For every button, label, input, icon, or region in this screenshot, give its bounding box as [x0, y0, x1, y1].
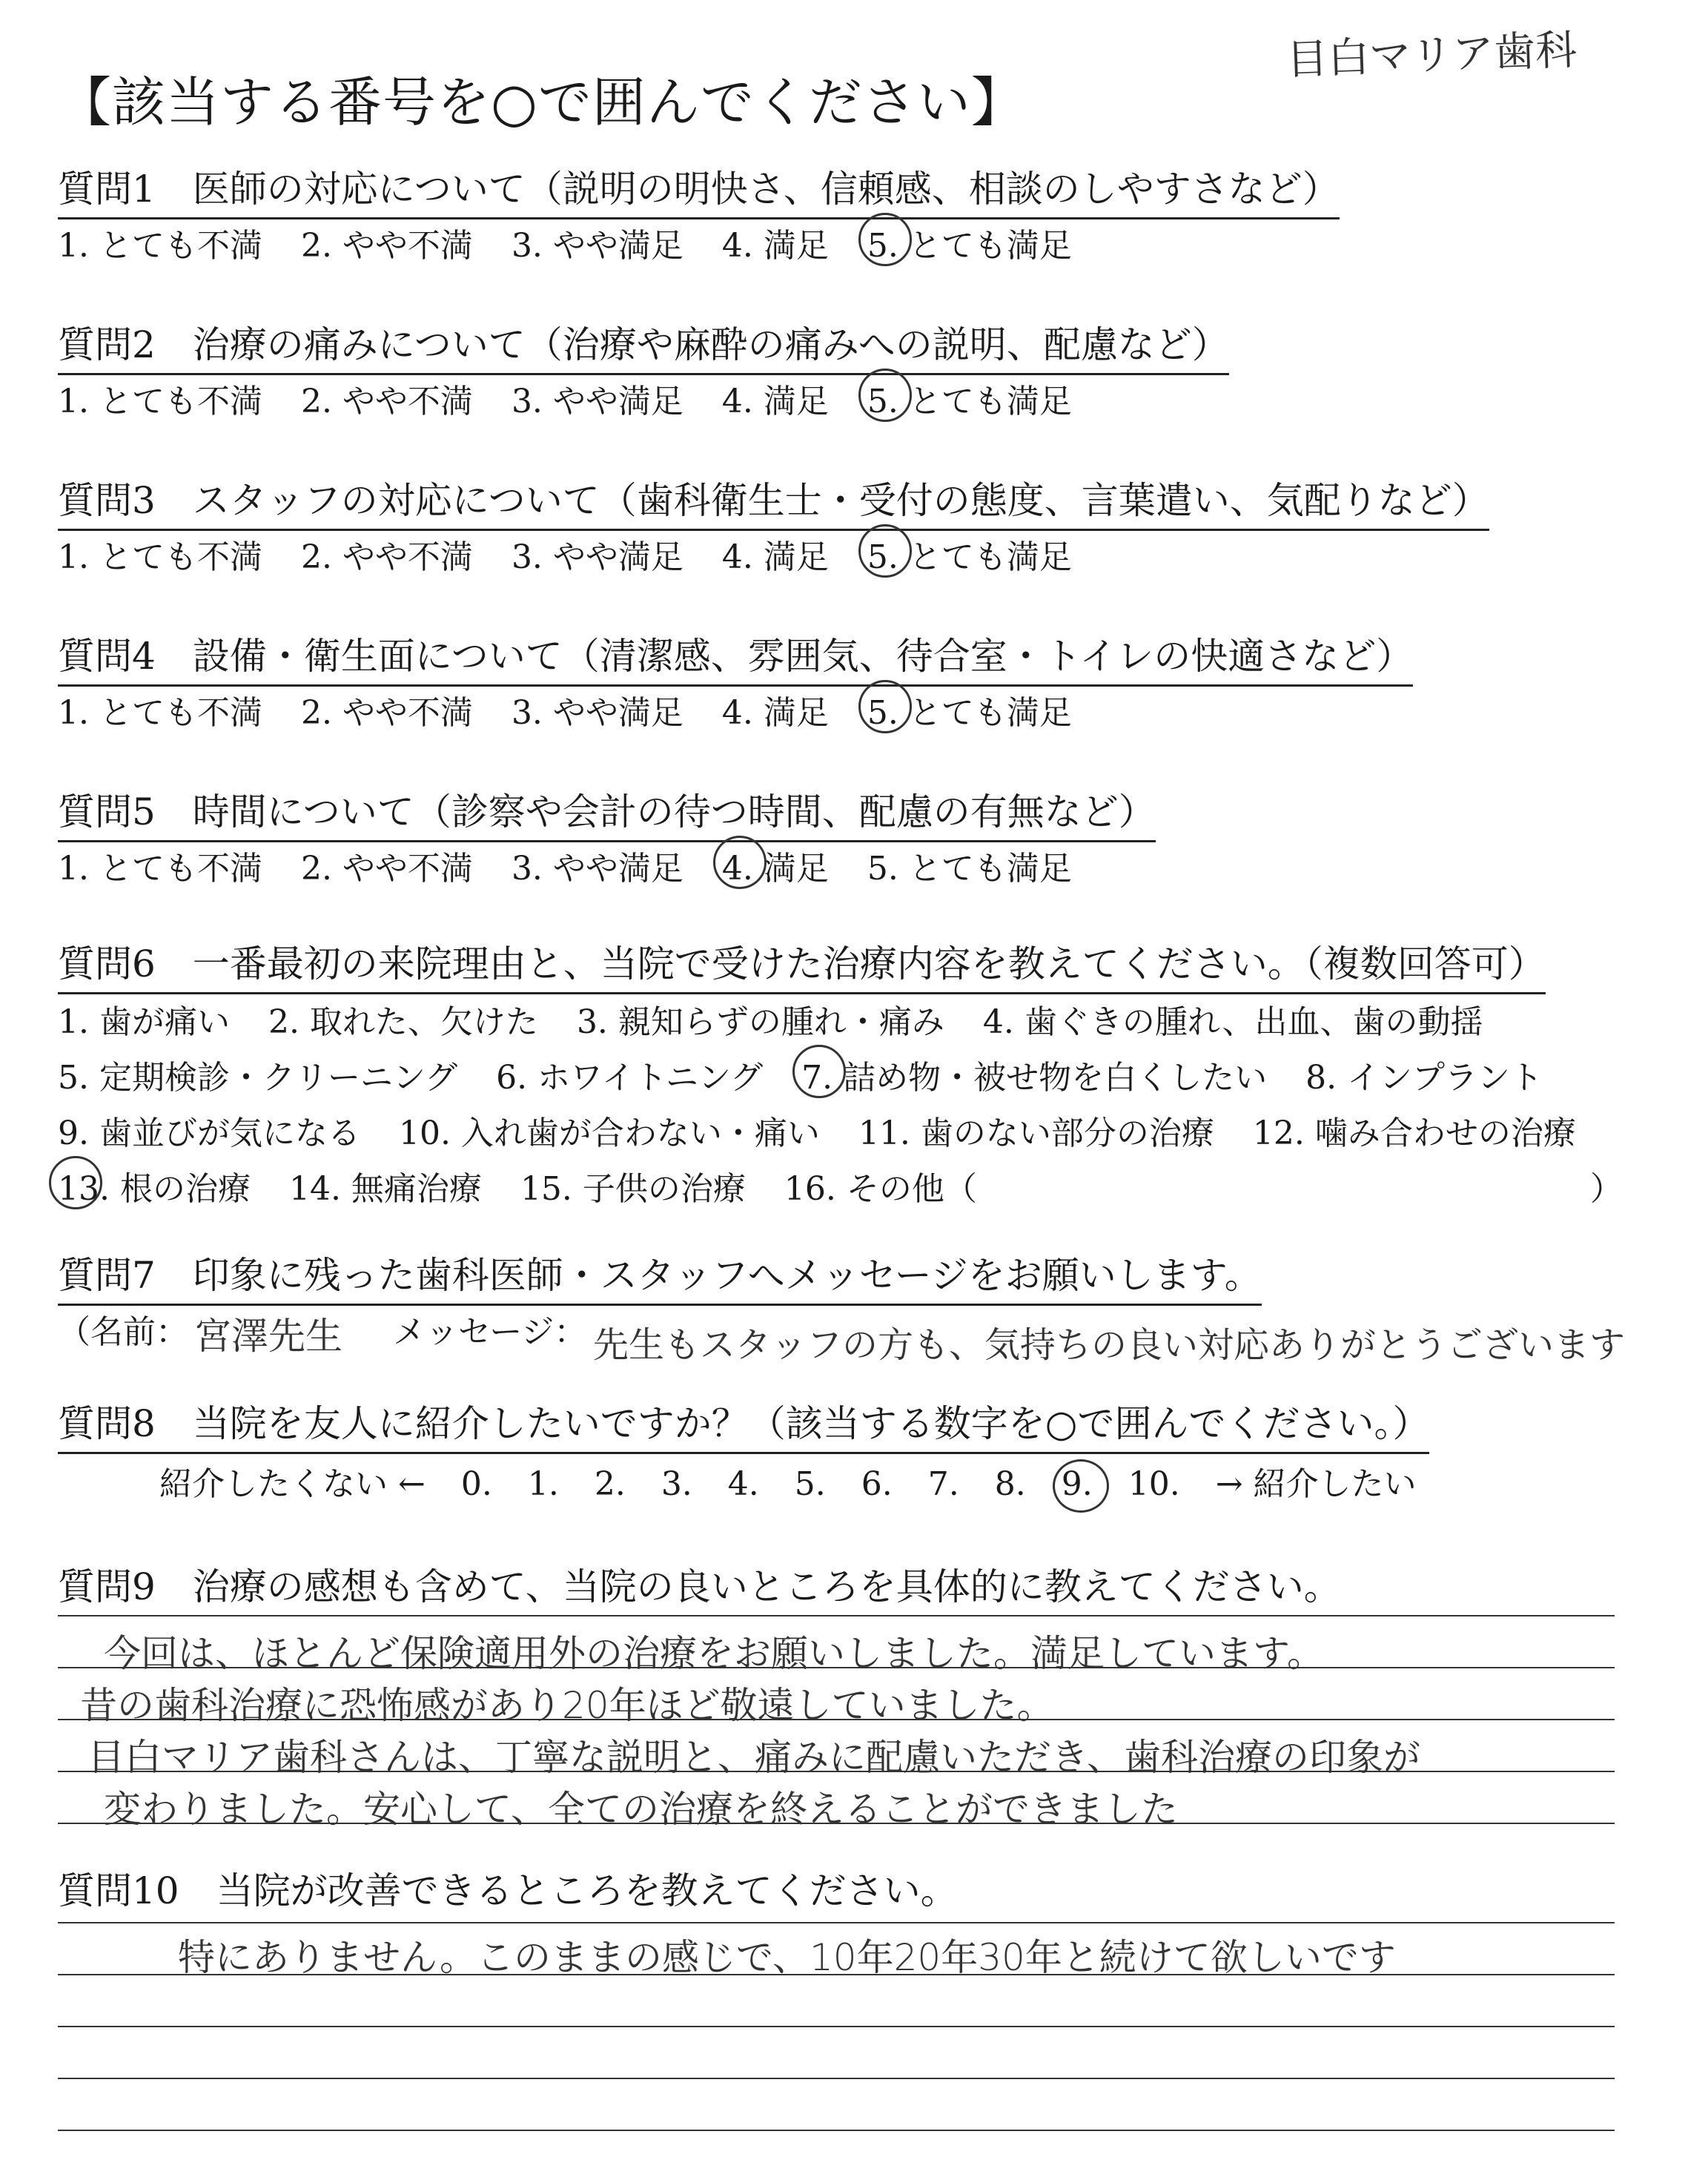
q6-option-1[interactable]: 1. 歯が痛い — [58, 1003, 230, 1041]
q4-option-1[interactable]: 1. とても不満 — [58, 694, 262, 732]
q6-row-1 — [58, 995, 1483, 1043]
q3-option-1[interactable]: 1. とても不満 — [58, 538, 262, 576]
q5-title: 質問5 時間について（診察や会計の待つ時間、配慮の有無など） — [58, 782, 1156, 842]
q4-option-2[interactable]: 2. やや不満 — [300, 694, 473, 732]
q6-option-8[interactable]: 8. インプラント — [1305, 1059, 1543, 1097]
q1-option-3[interactable]: 3. やや満足 — [511, 227, 683, 265]
q9-rule-1 — [58, 1615, 1615, 1616]
q6-option-2[interactable]: 2. 取れた、欠けた — [268, 1003, 538, 1041]
q6-row-3 — [58, 1106, 1576, 1154]
q4-option-3[interactable]: 3. やや満足 — [511, 694, 683, 732]
q6-row-2 — [58, 1051, 1543, 1098]
clinic-note-handwritten: 目白マリア歯科 — [1285, 26, 1578, 85]
q6-option-3[interactable]: 3. 親知らずの腫れ・痛み — [576, 1003, 944, 1041]
q5-options — [58, 842, 1072, 889]
q5-option-3[interactable]: 3. やや満足 — [511, 850, 683, 888]
q3-option-5[interactable]: 5. とても満足 — [867, 530, 1072, 578]
q9-answer-line-4[interactable]: 変わりました。安心して、全ての治療を終えることができました — [104, 1788, 1178, 1831]
q6-option-4[interactable]: 4. 歯ぐきの腫れ、出血、歯の動揺 — [982, 1003, 1483, 1041]
q7-message-label: メッセージ： — [393, 1313, 587, 1351]
q2-options — [58, 374, 1072, 422]
q7-name-value[interactable]: 宮澤先生 — [194, 1315, 342, 1358]
q3-title: 質問3 スタッフの対応について（歯科衛生士・受付の態度、言葉遣い、気配りなど） — [58, 471, 1489, 531]
q8-option-9[interactable]: 9. — [1061, 1465, 1093, 1503]
q9-rule-3 — [58, 1719, 1615, 1720]
q7-message-value[interactable]: 先生もスタッフの方も、気持ちの良い対応ありがとうございます — [593, 1324, 1626, 1366]
q3-option-3[interactable]: 3. やや満足 — [511, 538, 683, 576]
q9-answer-line-2[interactable]: 昔の歯科治療に恐怖感があり20年ほど敬遠していました。 — [80, 1684, 1054, 1727]
q10-rule-1 — [58, 1922, 1615, 1923]
q8-option-7[interactable]: 7. — [927, 1465, 959, 1503]
q1-option-2[interactable]: 2. やや不満 — [300, 227, 473, 265]
q4-option-5[interactable]: 5. とても満足 — [867, 686, 1072, 733]
q5-option-1[interactable]: 1. とても不満 — [58, 850, 262, 888]
q2-option-2[interactable]: 2. やや不満 — [300, 383, 473, 420]
q9-answer-line-1[interactable]: 今回は、ほとんど保険適用外の治療をお願いしました。満足しています。 — [104, 1632, 1324, 1675]
q6-option-7[interactable]: 7. 詰め物・被せ物を白くしたい — [801, 1051, 1267, 1098]
q6-option-12[interactable]: 12. 噛み合わせの治療 — [1252, 1114, 1576, 1152]
q8-option-1[interactable]: 1. — [527, 1465, 559, 1503]
q8-option-4[interactable]: 4. — [727, 1465, 759, 1503]
q8-title: 質問8 当院を友人に紹介したいですか？（該当する数字を○で囲んでください。） — [58, 1394, 1429, 1454]
q2-option-4[interactable]: 4. 満足 — [721, 383, 829, 420]
q8-scale — [159, 1457, 1452, 1505]
q10-rule-3 — [58, 2026, 1615, 2027]
q8-option-8[interactable]: 8. — [994, 1465, 1026, 1503]
q6-row-4 — [58, 1162, 977, 1209]
q6-option-5[interactable]: 5. 定期検診・クリーニング — [58, 1059, 458, 1097]
q8-option-5[interactable]: 5. — [794, 1465, 826, 1503]
q8-left-label: 紹介したくない ← — [159, 1465, 426, 1503]
q8-option-10[interactable]: 10. — [1128, 1465, 1180, 1503]
q10-answer-line-1[interactable]: 特にありません。このままの感じで、10年20年30年と続けて欲しいです — [178, 1936, 1396, 1979]
q4-option-4[interactable]: 4. 満足 — [721, 694, 829, 732]
q4-title: 質問4 設備・衛生面について（清潔感、雰囲気、待合室・トイレの快適さなど） — [58, 627, 1413, 687]
q2-option-3[interactable]: 3. やや満足 — [511, 383, 683, 420]
q8-option-6[interactable]: 6. — [861, 1465, 893, 1503]
q8-option-3[interactable]: 3. — [661, 1465, 692, 1503]
q9-rule-4 — [58, 1771, 1615, 1772]
q1-options — [58, 219, 1072, 266]
q5-option-4[interactable]: 4. 満足 — [722, 842, 829, 889]
q5-option-5[interactable]: 5. とても満足 — [867, 850, 1072, 888]
q8-option-2[interactable]: 2. — [594, 1465, 626, 1503]
q1-title: 質問1 医師の対応について（説明の明快さ、信頼感、相談のしやすさなど） — [58, 159, 1340, 219]
q6-option-13[interactable]: 13. 根の治療 — [58, 1162, 251, 1209]
q3-options — [58, 530, 1072, 578]
q1-option-5[interactable]: 5. とても満足 — [867, 219, 1072, 266]
q2-option-5[interactable]: 5. とても満足 — [867, 374, 1072, 422]
q6-option-9[interactable]: 9. 歯並びが気になる — [58, 1114, 360, 1152]
q2-title: 質問2 治療の痛みについて（治療や麻酔の痛みへの説明、配慮など） — [58, 315, 1229, 375]
q2-option-1[interactable]: 1. とても不満 — [58, 383, 262, 420]
q6-option-14[interactable]: 14. 無痛治療 — [288, 1170, 482, 1208]
q9-rule-5 — [58, 1823, 1615, 1824]
instruction-heading: 【該当する番号を○で囲んでください】 — [58, 71, 1025, 133]
q6-option-6[interactable]: 6. ホワイトニング — [496, 1059, 764, 1097]
q9-rule-2 — [58, 1667, 1615, 1668]
q1-option-4[interactable]: 4. 満足 — [721, 227, 829, 265]
q10-rule-4 — [58, 2078, 1615, 2079]
q9-title: 質問9 治療の感想も含めて、当院の良いところを具体的に教えてください。 — [58, 1565, 1341, 1608]
q7-title: 質問7 印象に残った歯科医師・スタッフへメッセージをお願いします。 — [58, 1246, 1262, 1306]
q6-option-10[interactable]: 10. 入れ歯が合わない・痛い — [398, 1114, 820, 1152]
q10-title: 質問10 当院が改善できるところを教えてください。 — [58, 1869, 958, 1912]
q10-rule-5 — [58, 2130, 1615, 2131]
q6-option-16[interactable]: 16. その他（ — [784, 1170, 977, 1208]
q3-option-2[interactable]: 2. やや不満 — [300, 538, 473, 576]
q1-option-1[interactable]: 1. とても不満 — [58, 227, 262, 265]
q6-closing-paren: ） — [1590, 1170, 1623, 1208]
q8-right-label: → 紹介したい — [1215, 1465, 1417, 1503]
q5-option-2[interactable]: 2. やや不満 — [300, 850, 473, 888]
q9-answer-line-3[interactable]: 目白マリア歯科さんは、丁寧な説明と、痛みに配慮いただき、歯科治療の印象が — [87, 1736, 1420, 1779]
q6-title: 質問6 一番最初の来院理由と、当院で受けた治療内容を教えてください。（複数回答可） — [58, 934, 1546, 994]
q7-name-label: （名前： — [58, 1313, 188, 1351]
q6-option-11[interactable]: 11. 歯のない部分の治療 — [858, 1114, 1214, 1152]
q4-options — [58, 686, 1072, 733]
q3-option-4[interactable]: 4. 満足 — [721, 538, 829, 576]
q8-option-0[interactable]: 0. — [460, 1465, 492, 1503]
q10-rule-2 — [58, 1974, 1615, 1975]
q6-option-15[interactable]: 15. 子供の治療 — [520, 1170, 746, 1208]
